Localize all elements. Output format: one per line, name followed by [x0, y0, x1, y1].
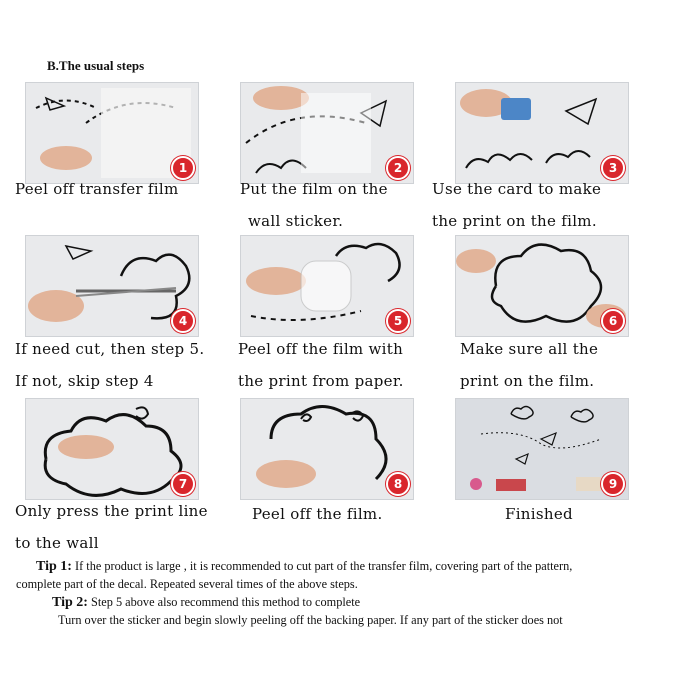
step-number-badge: 3	[601, 156, 625, 180]
step-7-photo	[25, 398, 199, 500]
step-3-caption-line-1: Use the card to make	[432, 180, 602, 198]
step-4-caption-line-2: If not, skip step 4	[15, 372, 154, 390]
step-number-badge: 1	[171, 156, 195, 180]
tip-2-continuation: Turn over the sticker and begin slowly peeling off the backing paper. If any part of the sticker does not	[58, 613, 563, 627]
step-5-caption-line-1: Peel off the film with	[238, 340, 404, 358]
step-9-photo	[455, 398, 629, 500]
step-6-photo	[455, 235, 629, 337]
tip-1-text: If the product is large , it is recommended to cut part of the transfer film, covering part of the pattern,	[75, 559, 573, 573]
step-3-photo	[455, 82, 629, 184]
step-3-caption-line-2: the print on the film.	[432, 212, 597, 230]
step-5-caption-line-2: the print from paper.	[238, 372, 404, 390]
step-8-photo	[240, 398, 414, 500]
step-9-caption: Finished	[505, 505, 573, 523]
step-number-badge: 9	[601, 472, 625, 496]
step-1-caption: Peel off transfer film	[15, 180, 179, 198]
step-1-photo	[25, 82, 199, 184]
step-8-caption: Peel off the film.	[252, 505, 383, 523]
step-number-badge: 4	[171, 309, 195, 333]
tip-2	[52, 595, 360, 611]
tip-2-text: Step 5 above also recommend this method to complete	[91, 595, 361, 609]
step-4-caption-line-1: If need cut, then step 5.	[15, 340, 205, 358]
step-6-caption-line-2: print on the film.	[460, 372, 595, 390]
step-7-caption-line-2: to the wall	[15, 534, 99, 552]
step-4-photo	[25, 235, 199, 337]
step-2-caption-line-2: wall sticker.	[248, 212, 344, 230]
section-title: B.The usual steps	[47, 58, 145, 73]
tip-1	[36, 559, 572, 575]
tip-2-label: Tip 2:	[52, 595, 88, 610]
step-number-badge: 6	[601, 309, 625, 333]
tip-1-label: Tip 1:	[36, 559, 72, 574]
step-number-badge: 7	[171, 472, 195, 496]
step-6-caption-line-1: Make sure all the	[460, 340, 599, 358]
step-number-badge: 2	[386, 156, 410, 180]
step-5-photo	[240, 235, 414, 337]
step-2-photo	[240, 82, 414, 184]
step-number-badge: 8	[386, 472, 410, 496]
step-number-badge: 5	[386, 309, 410, 333]
step-7-caption-line-1: Only press the print line	[15, 502, 208, 520]
tip-1-continuation: complete part of the decal. Repeated several times of the above steps.	[16, 577, 358, 591]
step-2-caption-line-1: Put the film on the	[240, 180, 388, 198]
